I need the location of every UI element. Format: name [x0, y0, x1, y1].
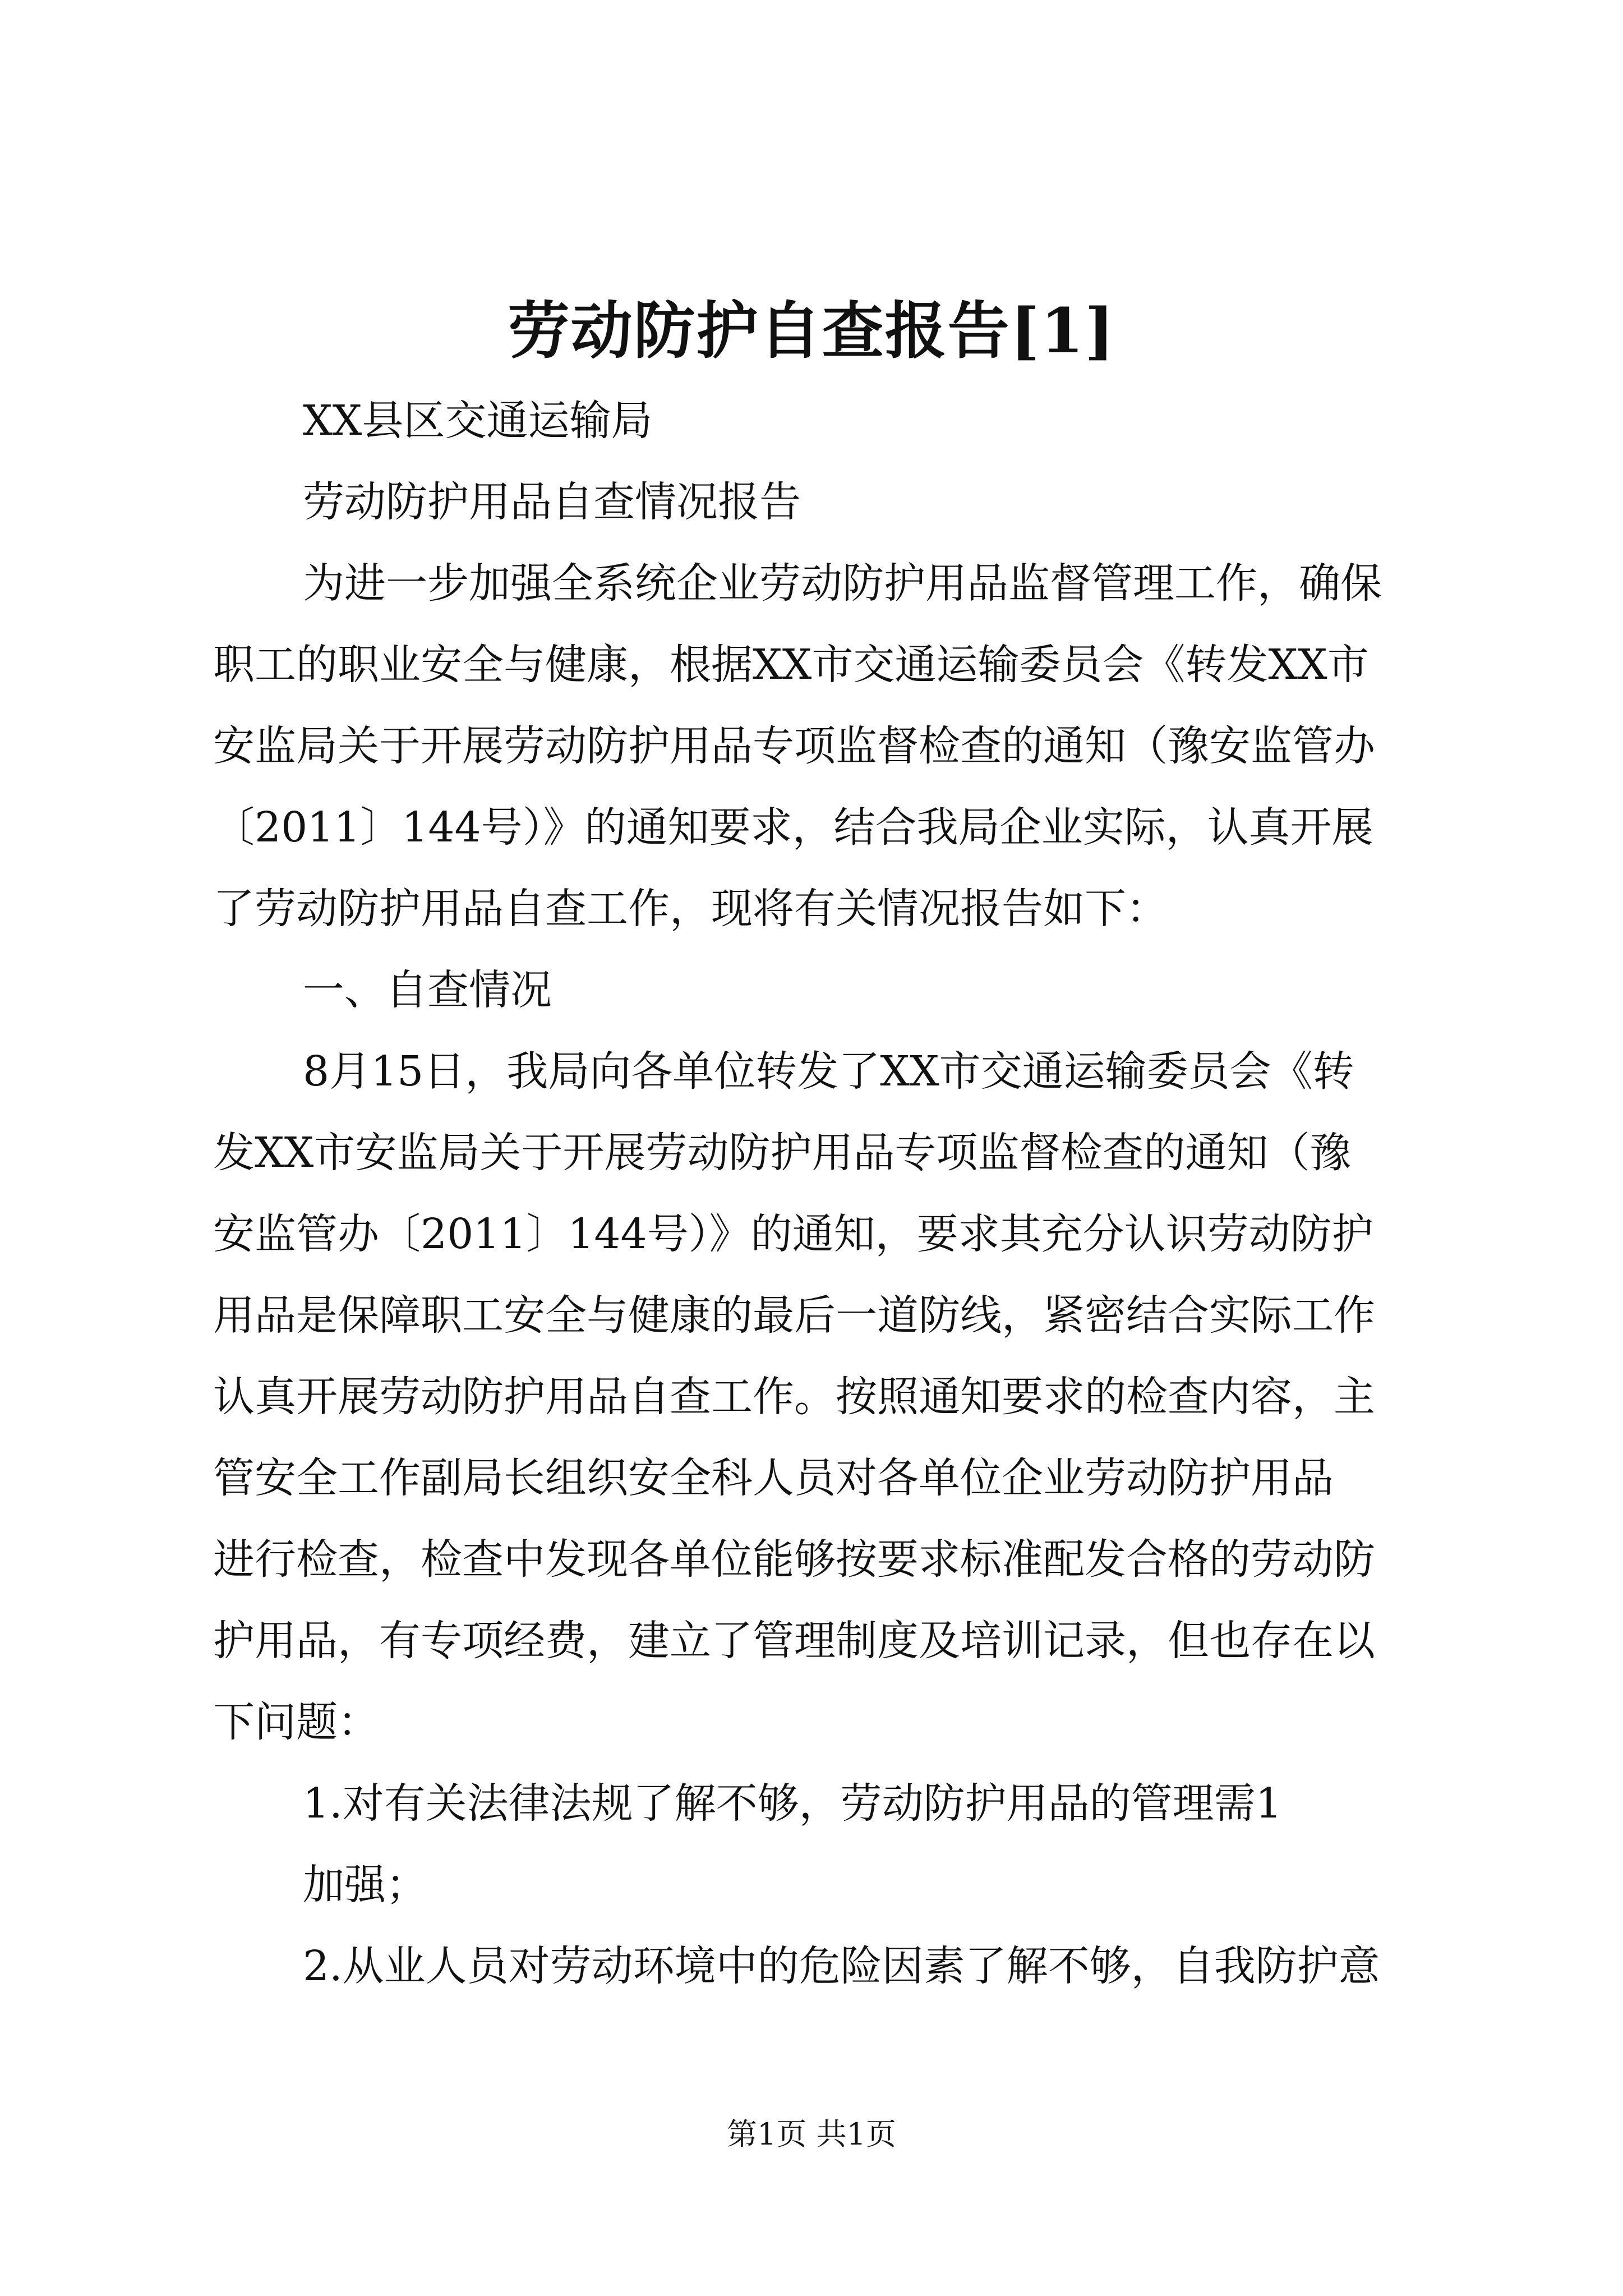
- text-line: 安监管办〔2011〕144号）》的通知，要求其充分认识劳动防护: [213, 1210, 1373, 1258]
- text-line: 为进一步加强全系统企业劳动防护用品监督管理工作，确保: [303, 559, 1382, 608]
- text-line: 发XX市安监局关于开展劳动防护用品专项监督检查的通知（豫: [213, 1129, 1352, 1177]
- text-line: 加强；: [303, 1861, 427, 1909]
- text-line: 职工的职业安全与健康，根据XX市交通运输委员会《转发XX市: [213, 641, 1369, 689]
- list-item: 2.从业人员对劳动环境中的危险因素了解不够，自我防护意: [303, 1942, 1380, 1990]
- text-line: 下问题：: [213, 1698, 379, 1746]
- text-line: 8月15日，我局向各单位转发了XX市交通运输委员会《转: [303, 1047, 1354, 1096]
- text-line: 了劳动防护用品自查工作，现将有关情况报告如下：: [213, 885, 1168, 933]
- text-line: 用品是保障职工安全与健康的最后一道防线，紧密结合实际工作: [213, 1291, 1375, 1340]
- text-line: 进行检查，检查中发现各单位能够按要求标准配发合格的劳动防: [213, 1535, 1375, 1584]
- text-line: 护用品，有专项经费，建立了管理制度及培训记录，但也存在以: [213, 1617, 1375, 1665]
- text-line: 劳动防护用品自查情况报告: [303, 478, 801, 526]
- section-heading: 一、自查情况: [303, 966, 552, 1014]
- text-line: 〔2011〕144号）》的通知要求，结合我局企业实际，认真开展: [213, 803, 1373, 852]
- document-title: 劳动防护自查报告[1]: [508, 295, 1115, 367]
- text-line: 管安全工作副局长组织安全科人员对各单位企业劳动防护用品: [213, 1454, 1334, 1502]
- text-line: 安监局关于开展劳动防护用品专项监督检查的通知（豫安监管办: [213, 722, 1375, 770]
- text-line: XX县区交通运输局: [303, 397, 653, 445]
- text-line: 认真开展劳动防护用品自查工作。按照通知要求的检查内容，主: [213, 1373, 1375, 1421]
- page-footer: 第1页 共1页: [727, 2116, 896, 2152]
- list-item: 1.对有关法律法规了解不够，劳动防护用品的管理需1: [303, 1779, 1282, 1828]
